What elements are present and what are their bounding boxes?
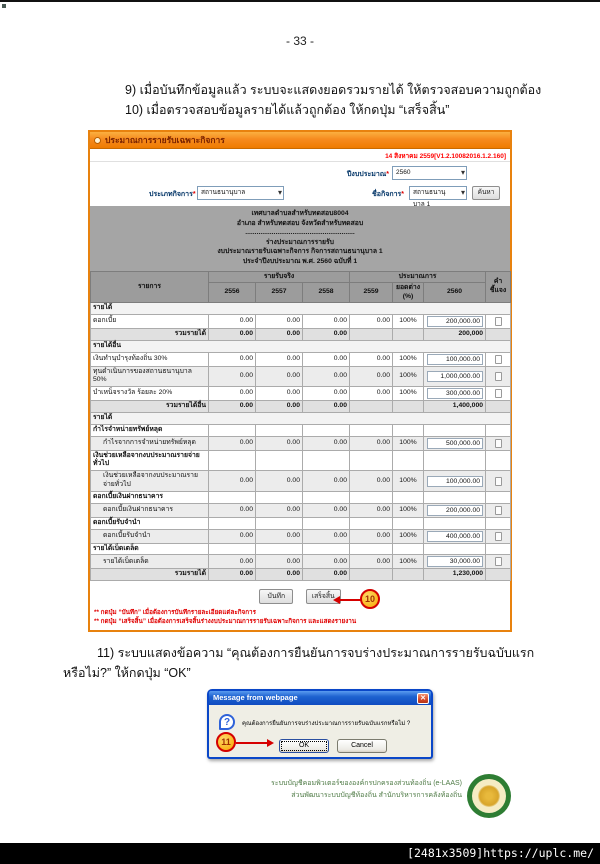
form-title: ประมาณการรายรับเฉพาะกิจการ: [105, 135, 225, 145]
table-row: [91, 569, 511, 581]
diff-percent-cell: 100%: [393, 503, 424, 517]
row-label: เงินช่วยเหลือจากงบประมาณรายจ่ายทั่วไป: [91, 471, 209, 492]
business-type-label: ประเภทกิจการ*: [149, 191, 196, 198]
callout-10-arrowhead: [333, 596, 340, 604]
close-icon[interactable]: ✕: [417, 693, 429, 704]
year-2560-cell: [424, 555, 486, 569]
org-line: ร่างประมาณการรายรับ: [265, 238, 334, 246]
amount-cell: 0.00: [209, 401, 256, 413]
amount-cell: [350, 450, 393, 471]
org-line: อำเภอ สำหรับทดสอบ จังหวัดสำหรับทดสอบ: [236, 219, 364, 227]
amount-cell: 0.00: [256, 366, 303, 387]
amount-cell: [350, 401, 393, 413]
row-label: รวมรายได้: [91, 569, 209, 581]
group-actual-header: รายรับจริง: [209, 271, 350, 282]
year-2560-cell: [424, 471, 486, 492]
table-row: [91, 491, 511, 503]
amount-cell: 0.00: [303, 387, 350, 401]
table-row: [91, 503, 511, 517]
amount-2560-input[interactable]: 400,000.00: [427, 531, 483, 542]
business-name-select[interactable]: สถานธนานุบาล 1 ▾: [409, 186, 467, 200]
budget-table-header: [91, 271, 511, 302]
step-11-text: [63, 643, 553, 683]
form-footnotes: [90, 607, 510, 630]
amount-cell: 0.00: [303, 366, 350, 387]
amount-cell: [350, 543, 393, 555]
amount-cell: [303, 517, 350, 529]
group-estimate-header: ประมาณการ: [350, 271, 486, 282]
note-cell: [486, 366, 511, 387]
version-text: 14 สิงหาคม 2559[V1.2.10082016.1.2.160]: [90, 149, 510, 162]
col-2560-header: 2560: [424, 283, 486, 303]
org-line: ประจำปีงบประมาณ พ.ศ. 2560 ฉบับที่ 1: [242, 257, 358, 265]
section-label: รายได้: [91, 303, 511, 315]
amount-cell: [209, 517, 256, 529]
search-button[interactable]: ค้นหา: [472, 186, 500, 200]
amount-cell: 0.00: [256, 569, 303, 581]
callout-10-badge: 10: [360, 589, 380, 609]
diff-percent-cell: [393, 491, 424, 503]
amount-cell: [350, 491, 393, 503]
col-2558-header: 2558: [303, 283, 350, 303]
diff-percent-cell: [393, 517, 424, 529]
amount-cell: 0.00: [209, 569, 256, 581]
amount-2560-input[interactable]: 1,000,000.00: [427, 371, 483, 382]
amount-cell: 0.00: [209, 314, 256, 328]
amount-cell: 0.00: [256, 436, 303, 450]
table-row: [91, 471, 511, 492]
table-row: [91, 450, 511, 471]
year-2560-cell: 200,000: [424, 328, 486, 340]
note-cell: [486, 529, 511, 543]
footer-text: [0, 778, 462, 802]
table-row: [91, 412, 511, 424]
chevron-down-icon: ▾: [277, 188, 282, 197]
amount-cell: 0.00: [209, 366, 256, 387]
table-row: [91, 424, 511, 436]
org-line: เทศบาลตำบลสำหรับทดสอบ8004: [251, 210, 349, 217]
table-row: [91, 314, 511, 328]
year-2560-cell: [424, 503, 486, 517]
document-icon[interactable]: [495, 506, 502, 515]
note-cell: [486, 517, 511, 529]
amount-cell: 0.00: [303, 471, 350, 492]
org-header: [90, 206, 510, 271]
amount-cell: 0.00: [256, 529, 303, 543]
amount-cell: [256, 517, 303, 529]
footer-line2: ส่วนพัฒนาระบบบัญชีท้องถิ่น สำนักบริหารการคลังท้องถิ่น: [291, 792, 462, 799]
business-name-label: ชื่อกิจการ*: [372, 191, 404, 198]
instruction-steps: [125, 80, 555, 120]
year-2560-cell: 1,400,000: [424, 401, 486, 413]
amount-cell: 0.00: [209, 555, 256, 569]
diff-percent-cell: [393, 569, 424, 581]
budget-table: [90, 271, 511, 582]
row-label: รวมรายได้: [91, 328, 209, 340]
fiscal-year-select[interactable]: 2560 ▾: [392, 166, 467, 180]
watermark-bar: [0, 843, 600, 864]
amount-cell: 0.00: [256, 328, 303, 340]
fiscal-year-label: ปีงบประมาณ*: [346, 171, 389, 178]
amount-cell: [350, 569, 393, 581]
amount-cell: [303, 543, 350, 555]
callout-11-arrow: [236, 742, 267, 744]
year-2560-cell: [424, 517, 486, 529]
year-2560-cell: [424, 491, 486, 503]
table-row: [91, 366, 511, 387]
note-cell: [486, 387, 511, 401]
row-label: บำเหน็จรางวัล ร้อยละ 20%: [91, 387, 209, 401]
year-2560-cell: [424, 450, 486, 471]
callout-11-badge: 11: [216, 732, 236, 752]
amount-cell: 0.00: [209, 471, 256, 492]
document-icon[interactable]: [495, 389, 502, 398]
table-row: [91, 529, 511, 543]
note-cell: [486, 543, 511, 555]
amount-cell: 0.00: [209, 387, 256, 401]
amount-cell: 0.00: [350, 471, 393, 492]
amount-cell: 0.00: [256, 401, 303, 413]
table-row: [91, 387, 511, 401]
document-icon[interactable]: [495, 439, 502, 448]
col-2557-header: 2557: [256, 283, 303, 303]
bullet-icon: [94, 137, 101, 144]
step-9-text: 9) เมื่อบันทึกข้อมูลแล้ว ระบบจะแสดงยอดรวมรายได้ ให้ตรวจสอบความถูกต้อง: [125, 83, 542, 97]
diff-percent-cell: 100%: [393, 314, 424, 328]
document-icon[interactable]: [495, 355, 502, 364]
amount-cell: 0.00: [303, 401, 350, 413]
amount-2560-input[interactable]: 100,000.00: [427, 354, 483, 365]
note-cell: [486, 569, 511, 581]
message-dialog: [207, 689, 433, 759]
question-icon: ?: [219, 714, 235, 730]
amount-cell: [256, 450, 303, 471]
amount-cell: 0.00: [256, 314, 303, 328]
cancel-button[interactable]: Cancel: [337, 739, 387, 753]
diff-percent-cell: 100%: [393, 366, 424, 387]
amount-cell: [350, 517, 393, 529]
amount-cell: [256, 491, 303, 503]
amount-cell: 0.00: [256, 471, 303, 492]
amount-cell: 0.00: [303, 569, 350, 581]
year-2560-cell: [424, 352, 486, 366]
row-label: ดอกเบี้ย: [91, 314, 209, 328]
row-label: กำไรจำหน่ายทรัพย์หลุด: [91, 424, 209, 436]
amount-cell: 0.00: [350, 503, 393, 517]
amount-cell: 0.00: [350, 529, 393, 543]
note-cell: [486, 471, 511, 492]
form-controls: [90, 162, 510, 206]
amount-cell: [209, 450, 256, 471]
amount-2560-input[interactable]: 30,000.00: [427, 556, 483, 567]
amount-cell: 0.00: [256, 352, 303, 366]
note-cell: [486, 328, 511, 340]
dla-logo: [467, 774, 511, 818]
amount-cell: 0.00: [209, 503, 256, 517]
amount-cell: 0.00: [256, 555, 303, 569]
amount-cell: 0.00: [209, 529, 256, 543]
document-icon[interactable]: [495, 317, 502, 326]
amount-2560-input[interactable]: 100,000.00: [427, 476, 483, 487]
document-icon[interactable]: [495, 372, 502, 381]
dialog-title: Message from webpage: [213, 693, 298, 702]
table-row: [91, 517, 511, 529]
amount-cell: 0.00: [303, 328, 350, 340]
business-type-select[interactable]: สถานธนานุบาล ▾: [197, 186, 284, 200]
amount-cell: [209, 543, 256, 555]
corner-artifact: [2, 4, 6, 8]
year-2560-cell: [424, 366, 486, 387]
document-icon[interactable]: [495, 477, 502, 486]
amount-cell: [303, 491, 350, 503]
amount-2560-input[interactable]: 500,000.00: [427, 438, 483, 449]
diff-percent-cell: [393, 424, 424, 436]
amount-cell: 0.00: [350, 366, 393, 387]
diff-percent-cell: 100%: [393, 529, 424, 543]
table-row: [91, 340, 511, 352]
watermark-text: [2481x3509]https://uplc.me/: [407, 846, 594, 860]
org-line: ..........................................................: [245, 229, 355, 237]
save-button[interactable]: บันทึก: [259, 589, 293, 604]
document-icon[interactable]: [495, 557, 502, 566]
amount-cell: 0.00: [303, 555, 350, 569]
amount-cell: 0.00: [350, 314, 393, 328]
table-row: [91, 303, 511, 315]
col-2559-header: 2559: [350, 283, 393, 303]
year-2560-cell: [424, 529, 486, 543]
diff-percent-cell: [393, 450, 424, 471]
dialog-message: คุณต้องการยืนยันการจบร่างประมาณการรายรับฉบับแรกหรือไม่ ?: [242, 721, 411, 727]
amount-cell: 0.00: [350, 436, 393, 450]
amount-cell: [303, 424, 350, 436]
note-cell: [486, 401, 511, 413]
note-cell: [486, 436, 511, 450]
amount-cell: [256, 424, 303, 436]
note-cell: [486, 314, 511, 328]
row-label: ดอกเบี้ยรับจำนำ: [91, 529, 209, 543]
org-line: งบประมาณรายรับเฉพาะกิจการ กิจการสถานธนานุบาล 1: [217, 248, 383, 256]
amount-2560-input[interactable]: 200,000.00: [427, 505, 483, 516]
row-label: เงินช่วยเหลือจากงบประมาณรายจ่ายทั่วไป: [91, 450, 209, 471]
form-button-row: [90, 581, 510, 607]
amount-cell: 0.00: [209, 436, 256, 450]
page-number: - 33 -: [285, 34, 314, 48]
diff-percent-cell: [393, 543, 424, 555]
dialog-title-bar[interactable]: [209, 691, 431, 705]
table-row: [91, 352, 511, 366]
amount-cell: 0.00: [303, 314, 350, 328]
year-2560-cell: [424, 424, 486, 436]
row-label: ดอกเบี้ยเงินฝากธนาคาร: [91, 503, 209, 517]
amount-cell: [350, 424, 393, 436]
amount-cell: [350, 328, 393, 340]
document-icon[interactable]: [495, 532, 502, 541]
col-diff-header: ยอดต่าง (%): [393, 283, 424, 303]
row-label: รายได้เบ็ดเตล็ด: [91, 555, 209, 569]
section-label: รายได้อื่น: [91, 340, 511, 352]
diff-percent-cell: 100%: [393, 387, 424, 401]
diff-percent-cell: 100%: [393, 352, 424, 366]
footnote-save: ** กดปุ่ม “บันทึก” เมื่อต้องการบันทึกรายละเอียดแต่ละกิจการ: [94, 609, 256, 617]
table-row: [91, 543, 511, 555]
step-11-line1: 11) ระบบแสดงข้อความ “คุณต้องการยืนยันการจบร่างประมาณการรายรับฉบับแรก: [97, 646, 535, 660]
note-cell: [486, 424, 511, 436]
amount-cell: 0.00: [209, 352, 256, 366]
diff-percent-cell: [393, 401, 424, 413]
dla-logo-emblem: [478, 785, 500, 807]
amount-cell: [256, 543, 303, 555]
amount-cell: [303, 450, 350, 471]
table-row: [91, 328, 511, 340]
diff-percent-cell: [393, 328, 424, 340]
year-2560-cell: [424, 543, 486, 555]
year-2560-cell: [424, 314, 486, 328]
note-cell: [486, 503, 511, 517]
row-label: กำไรจากการจำหน่ายทรัพย์หลุด: [91, 436, 209, 450]
budget-table-body: [91, 303, 511, 581]
amount-cell: 0.00: [350, 387, 393, 401]
year-2560-cell: [424, 387, 486, 401]
note-cell: [486, 555, 511, 569]
finish-button[interactable]: เสร็จสิ้น: [306, 589, 341, 604]
amount-cell: 0.00: [256, 503, 303, 517]
row-label: รวมรายได้อื่น: [91, 401, 209, 413]
col-2556-header: 2556: [209, 283, 256, 303]
diff-percent-cell: 100%: [393, 436, 424, 450]
diff-percent-cell: 100%: [393, 471, 424, 492]
note-cell: [486, 352, 511, 366]
elaas-form-screenshot: [88, 130, 512, 632]
row-label: เงินทำนุบำรุงท้องถิ่น 30%: [91, 352, 209, 366]
form-title-bar: [90, 132, 510, 149]
chevron-down-icon: ▾: [460, 168, 465, 177]
table-row: [91, 555, 511, 569]
amount-cell: 0.00: [303, 352, 350, 366]
table-row: [91, 401, 511, 413]
footnote-finish: ** กดปุ่ม “เสร็จสิ้น” เมื่อต้องการเสร็จสิ้นร่างงบประมาณการรายรับเฉพาะกิจการ และแสดงรายงาน: [94, 618, 357, 626]
ok-button[interactable]: OK: [279, 739, 329, 753]
row-label: รายได้เบ็ดเตล็ด: [91, 543, 209, 555]
amount-cell: [209, 491, 256, 503]
footer-line1: ระบบบัญชีคอมพิวเตอร์ขององค์กรปกครองส่วนท้องถิ่น (e-LAAS): [271, 780, 462, 787]
note-cell: [486, 450, 511, 471]
callout-11-arrowhead: [267, 739, 274, 747]
table-row: [91, 436, 511, 450]
amount-cell: 0.00: [303, 503, 350, 517]
amount-cell: 0.00: [350, 555, 393, 569]
step-10-text: 10) เมื่อตรวจสอบข้อมูลรายได้แล้วถูกต้อง ให้กดปุ่ม “เสร็จสิ้น”: [125, 103, 450, 117]
diff-percent-cell: 100%: [393, 555, 424, 569]
amount-cell: [209, 424, 256, 436]
callout-10-arrow: [340, 599, 362, 601]
row-label: ดอกเบี้ยรับจำนำ: [91, 517, 209, 529]
step-11-line2: หรือไม่?” ให้กดปุ่ม “OK”: [63, 666, 191, 680]
col-note-header: คำชี้แจง: [486, 271, 511, 302]
row-label: ทุนดำเนินการของสถานธนานุบาล 50%: [91, 366, 209, 387]
amount-cell: 0.00: [209, 328, 256, 340]
year-2560-cell: [424, 436, 486, 450]
amount-2560-input[interactable]: 200,000.00: [427, 316, 483, 327]
amount-cell: 0.00: [350, 352, 393, 366]
amount-cell: 0.00: [303, 436, 350, 450]
col-item-header: รายการ: [91, 271, 209, 302]
year-2560-cell: 1,230,000: [424, 569, 486, 581]
chevron-down-icon: ▾: [460, 188, 465, 197]
section-label: รายได้: [91, 412, 511, 424]
amount-2560-input[interactable]: 300,000.00: [427, 388, 483, 399]
amount-cell: 0.00: [256, 387, 303, 401]
row-label: ดอกเบี้ยเงินฝากธนาคาร: [91, 491, 209, 503]
amount-cell: 0.00: [303, 529, 350, 543]
note-cell: [486, 491, 511, 503]
